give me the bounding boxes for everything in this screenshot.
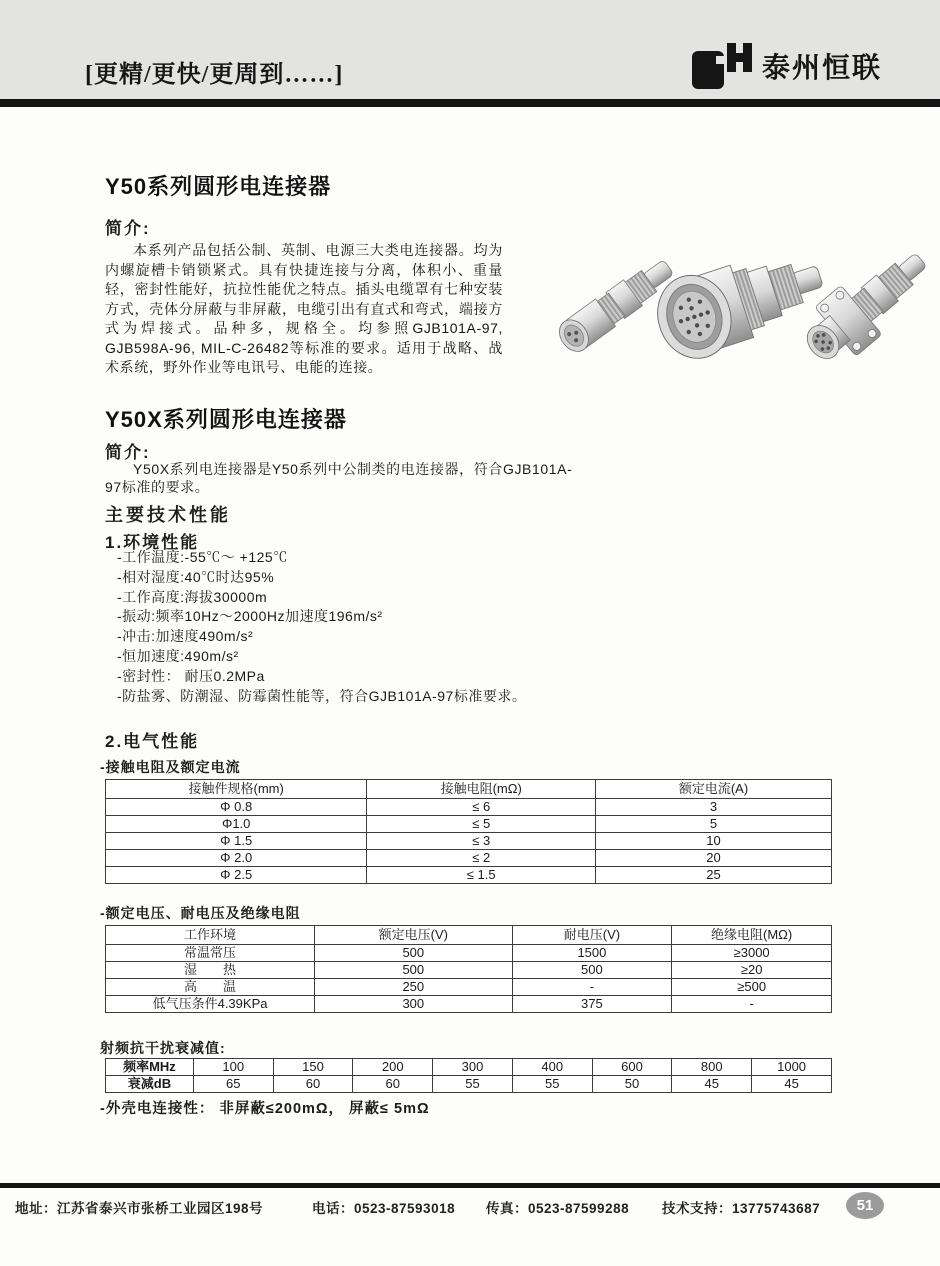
rf-attenuation-table <box>105 1058 832 1093</box>
env-item: -工作温度:-55℃～ +125℃ <box>117 549 288 565</box>
table-cell: 频率MHz <box>106 1059 194 1076</box>
table-cell: 衰减dB <box>106 1076 194 1093</box>
env-item: -防盐雾、防潮湿、防霉菌性能等，符合GJB101A-97标准要求。 <box>117 687 527 704</box>
tech-heading: 主要技术性能 <box>105 505 231 525</box>
table-row <box>106 996 832 1013</box>
table-cell: 高 温 <box>106 979 315 996</box>
table-cell: ≤ 2 <box>367 850 596 867</box>
header-band <box>0 0 940 99</box>
table-cell: 100 <box>193 1059 273 1076</box>
table-cell: 375 <box>512 996 672 1013</box>
footer-support: 技术支持：13775743687 <box>662 1201 821 1216</box>
table-cell: Φ 2.0 <box>106 850 367 867</box>
table-cell: 500 <box>512 962 672 979</box>
brand-name: 泰州恒联 <box>761 52 882 83</box>
env-item: -工作高度:海拔30000m <box>117 588 268 605</box>
env-item: -冲击:加速度490m/s² <box>117 628 254 645</box>
table-cell: Φ 1.5 <box>106 833 367 850</box>
rf-table-label: 射频抗干扰衰减值: <box>100 1040 226 1056</box>
table-cell: 3 <box>596 799 832 816</box>
table-cell: ≥20 <box>672 962 832 979</box>
table-cell: 800 <box>672 1059 752 1076</box>
env-item: -恒加速度:490m/s² <box>117 647 239 664</box>
table-cell: 低气压条件4.39KPa <box>106 996 315 1013</box>
voltage-insulation-table <box>105 925 832 1013</box>
lh-monogram-icon <box>691 42 753 90</box>
env-item: -振动:频率10Hz～2000Hz加速度196m/s² <box>117 608 383 625</box>
table-cell: ≥500 <box>672 979 832 996</box>
y50x-intro-line1: Y50X系列电连接器是Y50系列中公制类的电连接器，符合GJB101A- <box>133 461 573 477</box>
footer-phone: 电话：0523-87593018 <box>312 1201 456 1216</box>
table-cell: 400 <box>512 1059 592 1076</box>
table-row <box>106 799 832 816</box>
footer-fax: 传真：0523-87599288 <box>486 1201 630 1216</box>
table-cell: 60 <box>353 1076 433 1093</box>
contact-table-label: -接触电阻及额定电流 <box>100 759 241 775</box>
voltage-table-label: -额定电压、耐电压及绝缘电阻 <box>100 905 301 921</box>
env-item: -密封性： 耐压0.2MPa <box>117 667 265 684</box>
table-cell: ≤ 5 <box>367 816 596 833</box>
table-row <box>106 979 832 996</box>
table-cell: 湿 热 <box>106 962 315 979</box>
y50-intro-label: 简介: <box>105 219 151 238</box>
table-cell: 500 <box>315 945 512 962</box>
y50-intro-paragraph: 本系列产品包括公制、英制、电源三大类电连接器。均为内螺旋槽卡销锁紧式。具有快捷连接与分离，体积小、重量轻，密封性能好，抗拉性能优之特点。插头电缆罩有七种安装方式，壳体分屏蔽与非屏蔽，电缆引出有直式和弯式，端接方式为焊接式。品种多，规格全。均参照GJB101A-97, GJB598A-96, MIL-C-26482等标准的要求。适用于战略、战术系统，野外作业等电讯号、电能的连接。 <box>105 242 503 375</box>
table-cell: 250 <box>315 979 512 996</box>
column-header: 绝缘电阻(MΩ) <box>672 926 832 945</box>
column-header: 额定电压(V) <box>315 926 512 945</box>
table-cell: Φ 0.8 <box>106 799 367 816</box>
header-slogan: [更精/更快/更周到……] <box>85 62 344 88</box>
footer-divider <box>0 1183 940 1188</box>
lh-monogram-svg <box>691 42 753 90</box>
table-cell: 1000 <box>752 1059 832 1076</box>
table-row <box>106 1076 832 1093</box>
env-items-list <box>117 548 526 706</box>
table-cell: ≥3000 <box>672 945 832 962</box>
table-cell: 200 <box>353 1059 433 1076</box>
y50-title: Y50系列圆形电连接器 <box>105 174 332 199</box>
y50x-intro-paragraph <box>105 461 625 496</box>
column-header: 额定电流(A) <box>596 780 832 799</box>
table-cell: 300 <box>315 996 512 1013</box>
env-heading: 1.环境性能 <box>105 533 200 552</box>
table-row <box>106 1059 832 1076</box>
table-cell: 25 <box>596 867 832 884</box>
y50x-intro-label: 简介: <box>105 443 151 462</box>
table-cell: 55 <box>433 1076 513 1093</box>
table-cell: 500 <box>315 962 512 979</box>
connectors-illustration <box>512 210 932 408</box>
table-row <box>106 816 832 833</box>
table-cell: ≤ 6 <box>367 799 596 816</box>
y50x-title: Y50X系列圆形电连接器 <box>105 407 347 432</box>
footer-address: 地址：江苏省泰兴市张桥工业园区198号 <box>15 1201 264 1216</box>
env-item: -相对湿度:40℃时达95% <box>117 568 275 585</box>
table-cell: 60 <box>273 1076 353 1093</box>
column-header: 工作环境 <box>106 926 315 945</box>
header-divider <box>0 99 940 107</box>
contact-resistance-table <box>105 779 832 884</box>
table-cell: 1500 <box>512 945 672 962</box>
company-logo <box>691 42 882 90</box>
table-row <box>106 962 832 979</box>
table-cell: 20 <box>596 850 832 867</box>
table-cell: 55 <box>512 1076 592 1093</box>
table-row <box>106 945 832 962</box>
table-row <box>106 833 832 850</box>
table-cell: - <box>512 979 672 996</box>
table-cell: 150 <box>273 1059 353 1076</box>
table-cell: Φ1.0 <box>106 816 367 833</box>
table-cell: 45 <box>672 1076 752 1093</box>
table-cell: 45 <box>752 1076 832 1093</box>
page-number-badge: 51 <box>846 1192 884 1219</box>
table-row <box>106 867 832 884</box>
table-cell: 600 <box>592 1059 672 1076</box>
table-cell: ≤ 1.5 <box>367 867 596 884</box>
table-cell: 常温常压 <box>106 945 315 962</box>
table-cell: - <box>672 996 832 1013</box>
table-cell: 5 <box>596 816 832 833</box>
table-cell: 300 <box>433 1059 513 1076</box>
shell-connectivity-note: -外壳电连接性： 非屏蔽≤200mΩ， 屏蔽≤ 5mΩ <box>100 1101 430 1117</box>
table-cell: 10 <box>596 833 832 850</box>
y50x-intro-line2: 97标准的要求。 <box>105 478 210 495</box>
column-header: 耐电压(V) <box>512 926 672 945</box>
column-header: 接触件规格(mm) <box>106 780 367 799</box>
table-cell: 65 <box>193 1076 273 1093</box>
elec-heading: 2.电气性能 <box>105 732 200 751</box>
table-cell: ≤ 3 <box>367 833 596 850</box>
table-cell: Φ 2.5 <box>106 867 367 884</box>
table-row <box>106 850 832 867</box>
product-photo <box>512 210 932 408</box>
table-cell: 50 <box>592 1076 672 1093</box>
column-header: 接触电阻(mΩ) <box>367 780 596 799</box>
